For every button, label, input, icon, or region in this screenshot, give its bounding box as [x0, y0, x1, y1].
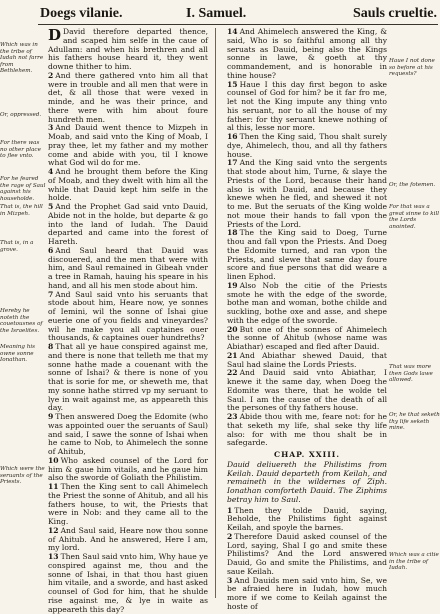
right-text-column: [227, 27, 387, 611]
margin-note: Haue I not done so before at his requests?: [389, 58, 435, 78]
header-rule: [38, 24, 438, 25]
margin-note: Which were the seruants of the Priests.: [0, 466, 45, 486]
chapter-summary: Dauid deliuereth the Philistims from Keilah. Dauid departeth from Keilah, and remaineth in the wildernes of Ziph. Ionathan comforteth Dauid. The Ziphims betray him to Saul.: [227, 459, 387, 504]
margin-note: Which was a citie in the tribe of Iudah.: [389, 552, 439, 572]
verse: 3 And Dauids men said vnto him, Se, we be afraied here in Iudah, how much more if we come to Keilah against the hoste of: [227, 575, 387, 611]
margin-note: Or, the fotemen.: [389, 182, 436, 188]
verse: 1 Then they tolde Dauid, saying, Beholde, the Philistims fight against Keilah, and spoyle the barnes.: [227, 505, 387, 532]
left-text-column: [48, 26, 208, 614]
verse: 16 Then the King said, Thou shalt surely dye, Ahimelech, thou, and all thy fathers house.: [227, 132, 387, 159]
verse: 10 Who asked counsel of the Lord for him & gaue him vitails, and he gaue him also the sworde of Goliath the Philistim.: [48, 455, 208, 483]
verse: 19 Also Nob the citie of the Priests smote he with the edge of the sworde, bothe man and woman, bothe childe and suckling, bothe oxe and asse, and shepe with the edge of the sworde.: [227, 280, 387, 325]
verse: 23 Abide thou with me, feare not: for he that seketh my life, shal seke thy life also: for with me thou shalt be in safegarde.: [227, 412, 387, 448]
chapter-heading: CHAP. XXIII.: [274, 450, 340, 459]
left-margin-notes: [0, 28, 46, 598]
verse: 21 And Abiathar shewed Dauid, that Saul had slaine the Lords Priests.: [227, 350, 387, 369]
margin-note: Hereby he noteth the couetousnes of the Israelites.: [0, 308, 43, 334]
verse: 12 And Saul said, Heare now thou sonne of Ahitub. And he answered, Here I am, my lord.: [48, 525, 208, 553]
verse: 4 And he brought them before the King of Moab, and they dwelt with him all the while that Dauid kept him selfe in the holde.: [48, 167, 208, 203]
drop-cap: D: [48, 26, 62, 44]
margin-note: Or, oppressed.: [0, 112, 42, 118]
right-margin-notes: [389, 28, 440, 598]
verse: D David therefore departed thence, and scaped him selfe in the caue of Adullam: and when his brethren and all his fathers house heard it, they went downe thither to him.: [48, 26, 208, 71]
verse: 2 Therefore Dauid asked counsel of the Lord, saying, Shal I go and smite these Philistims? And the Lord answered Dauid, Go and smite the Philistims, and saue Keilah.: [227, 531, 387, 576]
verse: 20 But one of the sonnes of Ahimelech the sonne of Ahitub (whose name was Abiathar) escaped and fled after Dauid.: [227, 324, 387, 351]
verse: 9 Then answered Doeg the Edomite (who was appointed ouer the seruants of Saul) and said, I sawe the sonne of Ishai when he came to Nob, to Ahimelech the sonne of Ahitub,: [48, 412, 208, 456]
verse: 13 Then Saul said vnto him, Why haue ye conspired against me, thou and the sonne of Ishai, in that thou hast giuen him vitaile, and a sworde, and hast asked counsel of God for him, that he shulde rise against me, & lye in waite as appeareth this day?: [48, 552, 208, 614]
margin-note: Or, he that seketh thy life seketh mine.: [389, 412, 440, 432]
running-header: [0, 0, 440, 26]
header-right-title: Sauls crueltie.: [353, 6, 437, 21]
verse: 5 And the Prophet Gad said vnto Dauid, Abide not in the holde, but departe & go into the land of Iudah. The Dauid departed and came into the forest of Hareth.: [48, 202, 208, 246]
margin-note: For there was no other place to flee vnto.: [0, 140, 41, 160]
margin-note: Which was in the tribe of Iudah not farre from Bethlehem.: [0, 42, 44, 75]
header-book-title: I. Samuel.: [186, 6, 247, 21]
verse: 17 And the King said vnto the sergents that stode about him, Turne, & slaye the Priests of the Lord, because their hand also is with Dauid, and because they knewe when he fled, and shewed it not to me. But the seruats of the King wolde not moue their hands to fall vpon the Priests of the Lord.: [227, 158, 387, 229]
verse: 3 And Dauid went thence to Mizpeh in Moab, and said vnto the King of Moab, I pray thee, let my father and my mother come and abide with you, til I knowe what God wil do for me.: [48, 123, 208, 168]
verse: 2 And there gathered vnto him all that were in trouble and all men that were in det, & all those that were vexed in minde, and he was their prince, and there were with him about foure hundreth men.: [48, 70, 208, 124]
verse: 18 The the King said to Doeg, Turne thou and fall vpon the Priests. And Doeg the Edomite turned, and ran vpon the Priests, and slewe that same day foure score and fiue persons that did weare a linen Ephod.: [227, 228, 387, 281]
margin-note: That was more then Gods lawe allowed.: [389, 364, 433, 384]
verse: 7 And Saul said vnto his seruants that stode about him, Heare now, ye sonnes of Iemini, wil the sonne of Ishai giue euerie one of you fields and vineyardes? wil he make you all captaines ouer thousands, & captaines ouer hundreths?: [48, 289, 208, 343]
margin-note: That is, the hill in Mizpeh.: [0, 204, 43, 217]
verse: 6 And Saul heard that Dauid was discouered, and the men that were with him, and Saul remained in Gibeah vnder a tree in Ramah, hauing his speare in his hand, and all his men stode about him.: [48, 245, 208, 290]
margin-note: Meaning his owne sonne Ionathan.: [0, 344, 35, 364]
margin-note: For that was a great sinne to kill the Lords anointed.: [389, 204, 440, 230]
margin-note: For he feared the rage of Saul against his householde.: [0, 176, 46, 202]
verse: 8 That all ye haue conspired against me, and there is none that telleth me that my sonne hathe made a couenant with the sonne of Ishai? & there is none of you that is sorie for me, or sheweth me, that my sonne hathe stirred vp my seruant to lye in wait against me, as appeareth this day.: [48, 342, 208, 413]
margin-note: That is, in a grove.: [0, 240, 34, 253]
header-left-title: Doegs vilanie.: [40, 6, 123, 21]
verse: 15 Haue I this day first begon to aske counsel of God for him? be it far fro me, let not the King impute any thing vnto his seruant, nor to all the house of my father: for thy seruant knewe nothing of al this, lesse nor more.: [227, 79, 387, 133]
verse: 11 Then the King sent to call Ahimelech the Priest the sonne of Ahitub, and all his fathers house, to wit, the Priests that were in Nob: and they came all to the King.: [48, 482, 208, 526]
column-divider: [215, 28, 216, 598]
verse: 22 And Dauid said vnto Abiathar, I knewe it the same day, when Doeg the Edomite was there, that he wolde tel Saul. I am the cause of the death of all the persones of thy fathers house.: [227, 368, 387, 413]
verse: 14 And Ahimelech answered the King, & said, Who is so faithful among all thy seruats as Dauid, being also the Kings sonne in lawe, & goeth at thy commandement, and is honorable in thine house?: [227, 27, 387, 80]
